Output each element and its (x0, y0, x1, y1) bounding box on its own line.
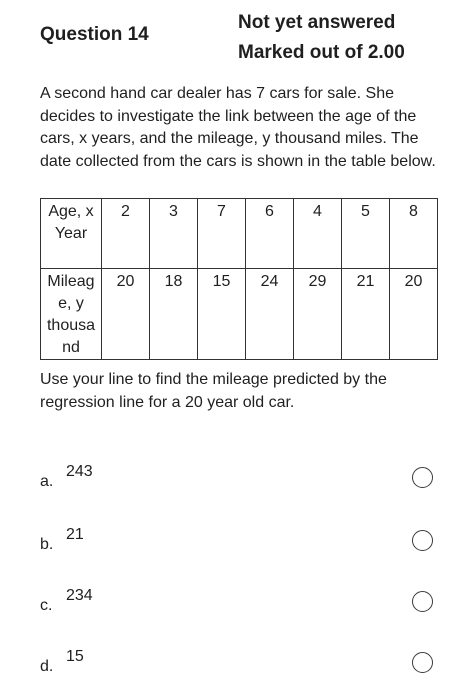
question-text: A second hand car dealer has 7 cars for sale. She decides to investigate the link between the age of the cars, x years, and the mileage, y thousand miles. The date collected from the cars is shown in the table below. (40, 85, 436, 170)
option-letter: c. (40, 597, 53, 614)
table-cell: 3 (150, 199, 198, 269)
table-cell: 5 (342, 199, 390, 269)
answer-option-c[interactable] (40, 587, 440, 617)
table-cell: 6 (246, 199, 294, 269)
question-number: Question 14 (40, 24, 149, 45)
table-cell: 24 (246, 269, 294, 360)
radio-button-c[interactable] (412, 591, 433, 612)
table-cell: 29 (294, 269, 342, 360)
option-text: 234 (66, 587, 93, 604)
option-text: 21 (66, 526, 84, 543)
question-instruction: Use your line to find the mileage predicted by the regression line for a 20 year old car. (40, 371, 387, 411)
answer-option-d[interactable] (40, 648, 440, 678)
radio-button-d[interactable] (412, 652, 433, 673)
marks-label: Marked out of 2.00 (238, 42, 405, 63)
table-cell: 20 (390, 269, 438, 360)
table-cell: 20 (102, 269, 150, 360)
answer-option-a[interactable] (40, 463, 440, 493)
table-cell: 21 (342, 269, 390, 360)
table-cell: 8 (390, 199, 438, 269)
table-cell: 2 (102, 199, 150, 269)
option-letter: b. (40, 536, 54, 553)
table-cell: 15 (198, 269, 246, 360)
option-text: 15 (66, 648, 84, 665)
table-cell: 7 (198, 199, 246, 269)
question-status-block (238, 8, 405, 68)
table-cell: 18 (150, 269, 198, 360)
data-table (40, 198, 438, 360)
option-text: 243 (66, 463, 93, 480)
answer-status: Not yet answered (238, 12, 396, 33)
answer-option-b[interactable] (40, 526, 440, 556)
table-row (41, 269, 438, 360)
table-row (41, 199, 438, 269)
option-letter: d. (40, 658, 54, 675)
radio-button-a[interactable] (412, 467, 433, 488)
option-letter: a. (40, 473, 54, 490)
row-header-mileage: Mileag e, y thousa nd (41, 269, 102, 360)
row-header-age: Age, x Year (41, 199, 102, 269)
table-cell: 4 (294, 199, 342, 269)
radio-button-b[interactable] (412, 530, 433, 551)
